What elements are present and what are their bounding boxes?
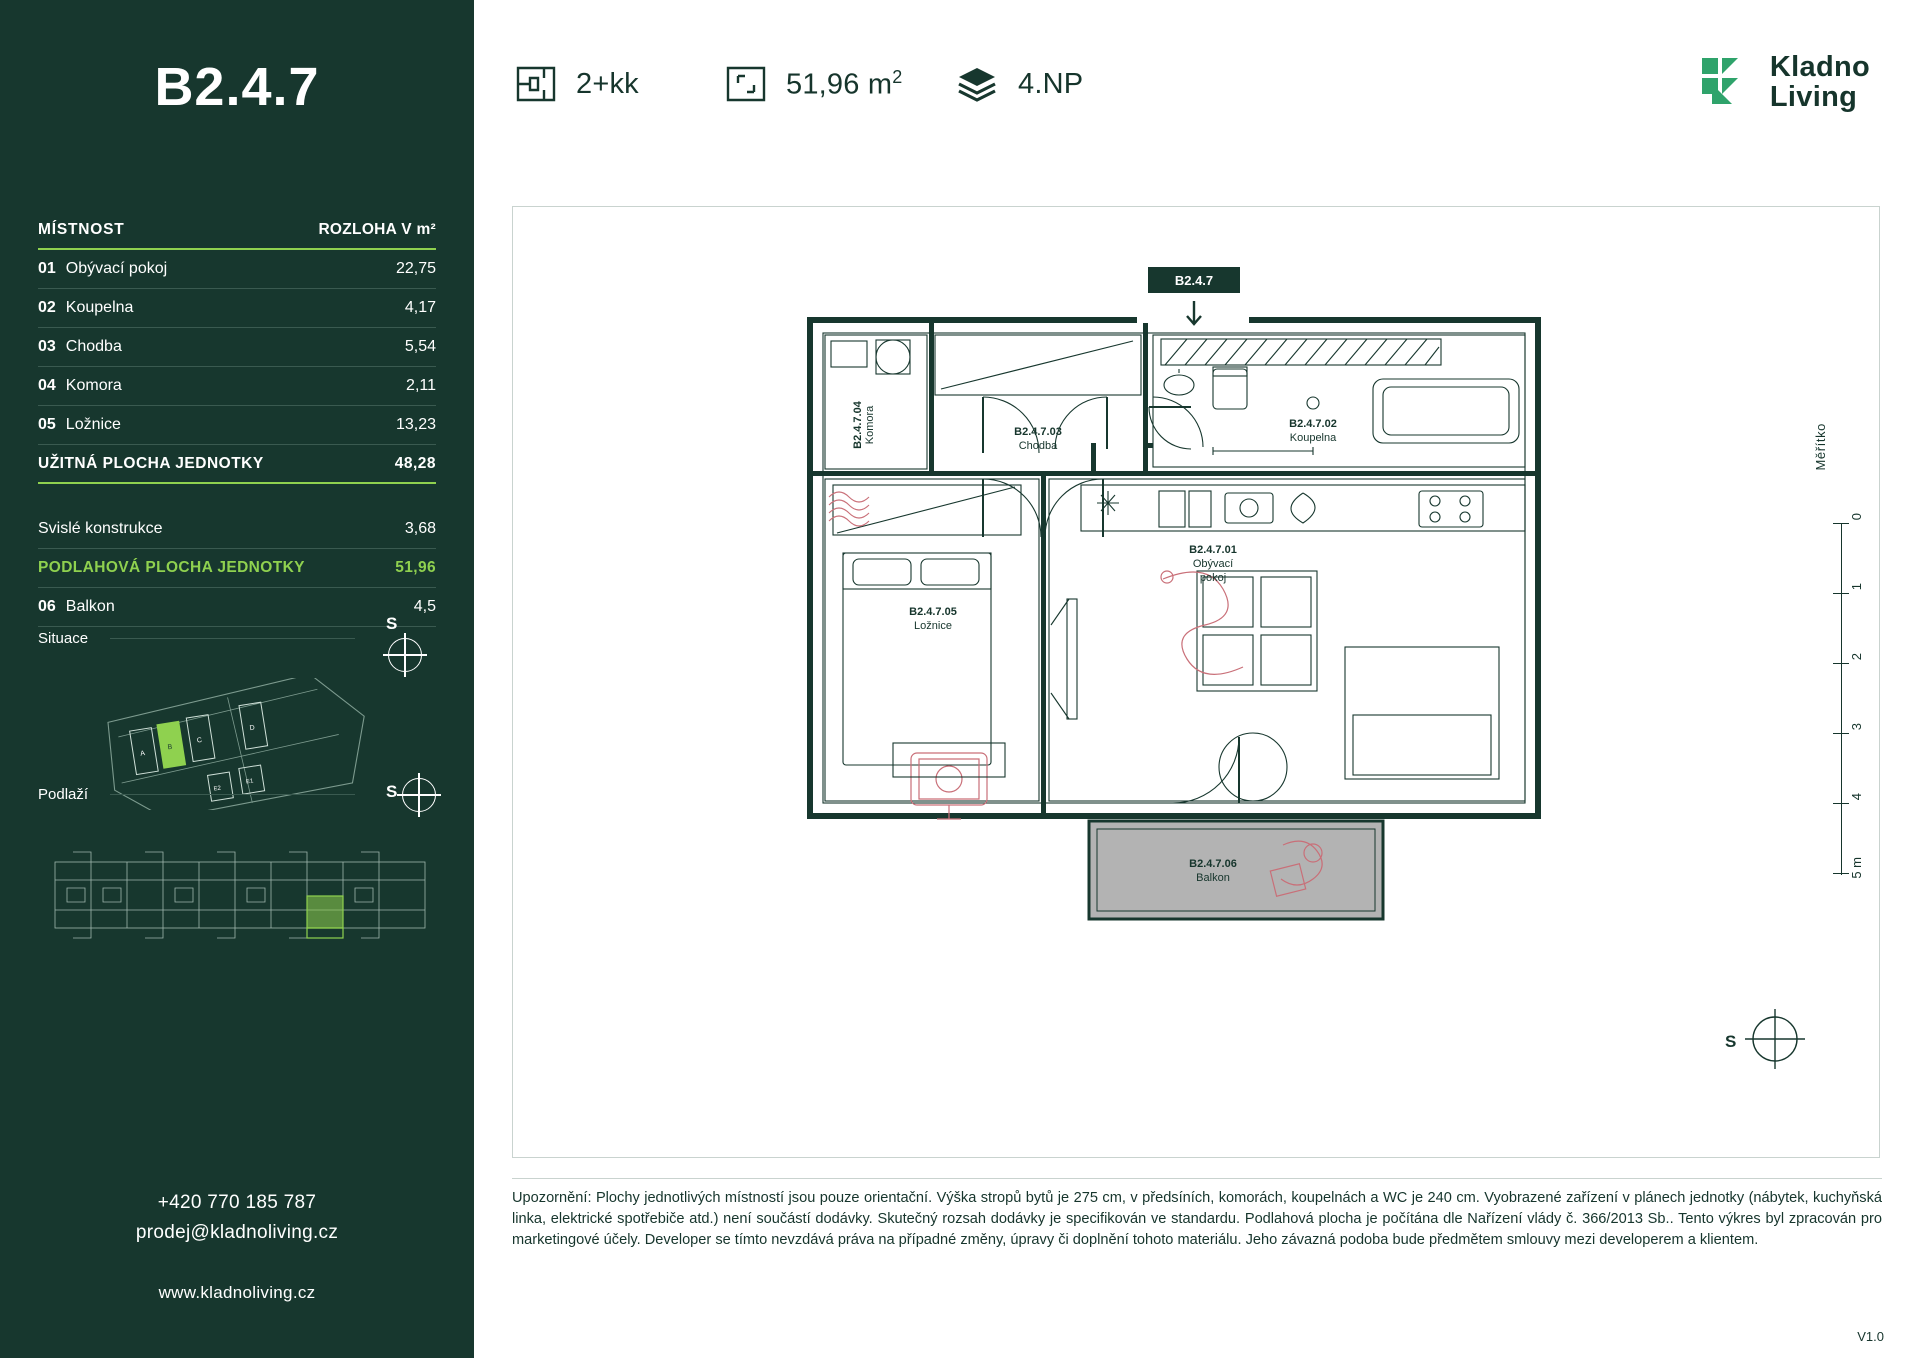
- scale-tick-1: 1: [1849, 583, 1864, 591]
- room-number: 03: [38, 338, 56, 355]
- scale-tick-2: 2: [1849, 653, 1864, 661]
- scale-tick-3: 3: [1849, 723, 1864, 731]
- table-header-room: MÍSTNOST: [38, 221, 125, 238]
- table-row: [38, 289, 436, 328]
- table-row: [38, 250, 436, 289]
- disclaimer-text: Upozornění: Plochy jednotlivých místností jsou pouze orientační. Výška stropů bytů je 275 cm, v předsíních, komorách, koupelnách a WC je 240 cm. Vyobrazené zařízení v plánech jednotky (nábytek, kuchyňská linka, elektrické spotřebiče atd.) není součástí dodávky. Skutečný rozsah dodávky je specifikován ve standardu. Podlahová plocha je počítána dle Nařízení vlády č. 366/2013 Sb.. Tento výkres byl zpracován pro marketingové účely. Developer se tímto nevzdává práva na případné změny, úpravy či doplnění tohoto materiálu. Jeho závazná podoba bude předmětem smlouvy mezi developerem a klientem.: [512, 1190, 1882, 1249]
- komora-name: Komora: [864, 405, 876, 445]
- floor-meta: [954, 62, 1083, 106]
- header: [474, 0, 1920, 175]
- room-name: Chodba: [65, 338, 122, 355]
- room-area: 13,23: [395, 416, 436, 433]
- room-area: 2,11: [406, 377, 436, 394]
- svg-text:C: C: [196, 736, 203, 745]
- balcony-name: Balkon: [65, 598, 115, 615]
- komora-room: [825, 335, 927, 469]
- balcony-area: 4,5: [413, 598, 436, 615]
- room-name: Ložnice: [65, 416, 121, 433]
- layout-icon: [514, 62, 558, 106]
- area-value: [786, 67, 902, 102]
- loznice-name: Ložnice: [914, 620, 952, 632]
- koupelna-name: Koupelna: [1289, 432, 1337, 444]
- room-number: 02: [38, 299, 56, 316]
- svg-text:B: B: [167, 743, 173, 752]
- room-table: [38, 212, 436, 627]
- kladno-living-mark-icon: [1698, 54, 1754, 110]
- chair-decor-icon: [911, 753, 987, 819]
- layout-value: 2+kk: [576, 67, 639, 100]
- room-name: Koupelna: [65, 299, 134, 316]
- situace-rule: [110, 638, 355, 639]
- layers-icon: [954, 62, 1000, 106]
- site-plan-diagram: [95, 678, 385, 810]
- balkon-room: [1089, 821, 1383, 919]
- svg-text:D: D: [249, 724, 256, 733]
- komora-code: B2.4.7.04: [852, 401, 864, 449]
- area-meta: [724, 62, 902, 106]
- situace-compass-label: S: [386, 614, 398, 633]
- unit-title: B2.4.7: [154, 57, 320, 117]
- podlazi-compass-label: S: [386, 782, 398, 801]
- floorplan-drawing: [512, 206, 1880, 1158]
- plan-svg: [513, 207, 1879, 1157]
- table-spacer: [38, 484, 436, 510]
- scale-axis: [1841, 523, 1842, 875]
- unit-tag: [1148, 267, 1240, 324]
- layout-meta: [514, 62, 639, 106]
- plan-compass-icon: [1725, 1009, 1805, 1069]
- phone-number[interactable]: +420 770 185 787: [157, 1192, 317, 1213]
- vertical-structures-label: Svislé konstrukce: [38, 520, 163, 537]
- svg-text:E2: E2: [213, 785, 222, 793]
- situace-compass-icon: [388, 638, 422, 672]
- floor-area-label: PODLAHOVÁ PLOCHA JEDNOTKY: [38, 559, 305, 576]
- brand-line2: Living: [1769, 81, 1858, 114]
- svg-text:A: A: [139, 750, 146, 758]
- website-url[interactable]: www.kladnoliving.cz: [158, 1283, 316, 1302]
- svg-text:E1: E1: [245, 778, 254, 786]
- balkon-name: Balkon: [1196, 872, 1230, 884]
- room-name: Komora: [65, 377, 122, 394]
- room-area: 4,17: [404, 299, 436, 316]
- podlazi-rule: [110, 794, 355, 795]
- usable-area-value: 48,28: [394, 454, 436, 472]
- koupelna-code: B2.4.7.02: [1289, 418, 1337, 430]
- table-row: [38, 406, 436, 445]
- vertical-structures-row: [38, 510, 436, 549]
- obyvaci-name: Obývací: [1192, 558, 1234, 570]
- podlazi-compass-icon: [402, 778, 436, 812]
- chodba-name: Chodba: [1018, 440, 1058, 452]
- table-header-row: [38, 212, 436, 250]
- situace-label: Situace: [38, 630, 89, 647]
- floor-area-row: [38, 549, 436, 588]
- table-header-area: ROZLOHA V m²: [318, 221, 436, 238]
- obyvaci-code: B2.4.7.01: [1189, 544, 1237, 556]
- scale-tick-5: 5 m: [1849, 857, 1864, 879]
- koupelna-room: [1149, 335, 1525, 467]
- obyvaci-name2: pokoj: [1199, 572, 1227, 584]
- balcony-row: [38, 588, 436, 627]
- chodba-code: B2.4.7.03: [1014, 426, 1062, 438]
- sidebar: [0, 0, 474, 1358]
- brand-logo[interactable]: [1698, 52, 1870, 113]
- usable-area-row: [38, 445, 436, 484]
- room-name: Obývací pokoj: [65, 260, 168, 277]
- plan-compass-label: S: [1725, 1032, 1737, 1051]
- table-row: [38, 328, 436, 367]
- floor-plan-diagram: [45, 840, 435, 950]
- scale-tick-0: 0: [1849, 513, 1864, 521]
- floor-area-value: 51,96: [395, 559, 436, 576]
- plant-decor-icon: [829, 492, 869, 526]
- balkon-code: B2.4.7.06: [1189, 858, 1237, 870]
- room-area: 5,54: [404, 338, 436, 355]
- loznice-code: B2.4.7.05: [909, 606, 957, 618]
- scale-bar: [1805, 415, 1865, 955]
- obyvaci-pokoj-room: [1049, 479, 1525, 803]
- podlazi-label: Podlaží: [38, 786, 89, 803]
- brand-line1: Kladno: [1769, 51, 1870, 83]
- footer-divider: [512, 1178, 1882, 1179]
- version-label: V1.0: [1857, 1329, 1884, 1344]
- footer-note: [512, 1188, 1882, 1251]
- balcony-number: 06: [38, 598, 56, 615]
- area-icon: [724, 62, 768, 106]
- room-number: 05: [38, 416, 56, 433]
- squiggle-decor-icon: [1161, 571, 1243, 674]
- vertical-structures-value: 3,68: [404, 520, 436, 537]
- table-row: [38, 367, 436, 406]
- floor-value: 4.NP: [1018, 67, 1084, 100]
- usable-area-label: UŽITNÁ PLOCHA JEDNOTKY: [38, 454, 264, 472]
- scale-tick-4: 4: [1849, 793, 1864, 801]
- scale-title: Měřítko: [1813, 423, 1828, 471]
- unit-tag-text: B2.4.7: [1174, 273, 1214, 288]
- area-unit: 2: [892, 66, 903, 87]
- email-address[interactable]: prodej@kladnoliving.cz: [135, 1222, 339, 1243]
- room-number: 04: [38, 377, 56, 394]
- area-number: 51,96 m: [786, 68, 893, 101]
- room-number: 01: [38, 260, 56, 277]
- room-area: 22,75: [395, 260, 436, 277]
